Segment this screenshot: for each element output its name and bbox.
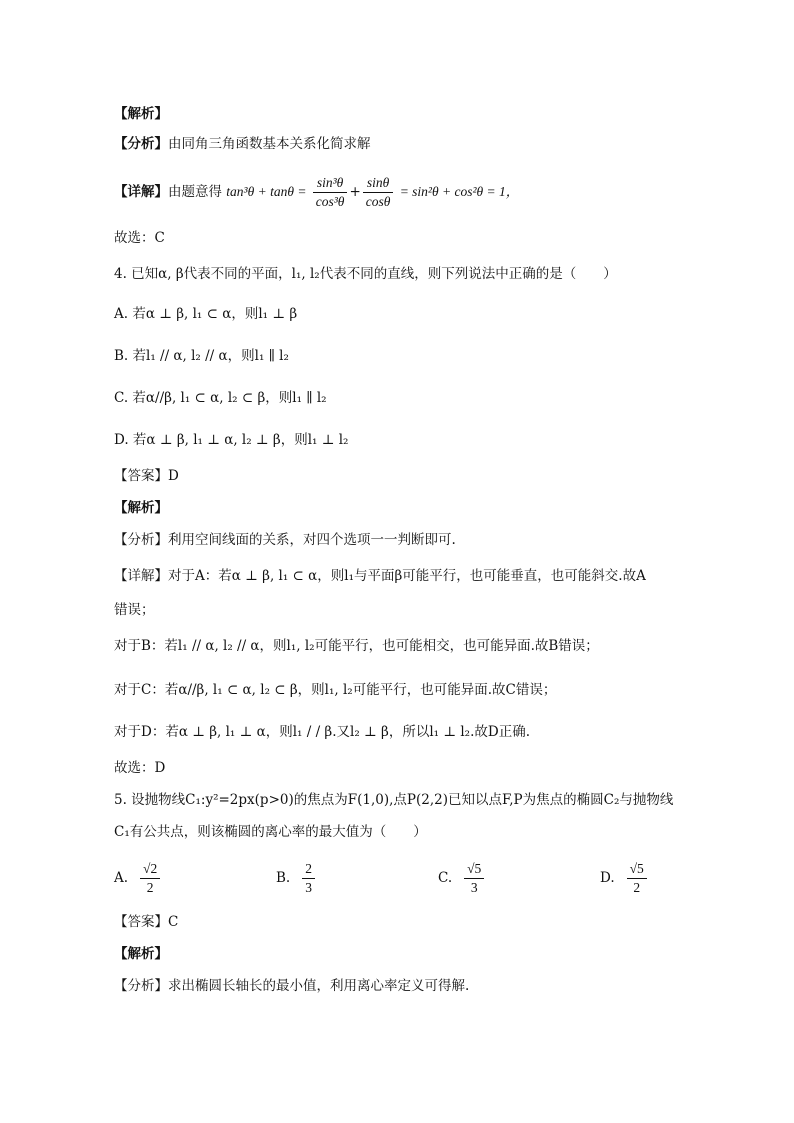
q5-stem-line1: 5. 设抛物线C₁:y²=2px(p>0)的焦点为F(1,0),点P(2,2)已知以点F,P为焦点的椭圆C₂与抛物线 xyxy=(114,792,674,808)
xiangjie-rhs: = sin²θ + cos²θ = 1， xyxy=(399,184,520,199)
q4-fenxi: 【分析】利用空间线面的关系，对四个选项一一判断即可. xyxy=(114,532,456,548)
q4-xiangjie-d: 对于D：若α ⊥ β, l₁ ⊥ α，则l₁ / / β.又l₂ ⊥ β，所以l₁ ⊥ l₂.故D正确. xyxy=(114,724,530,740)
q4-final-answer: 故选：D xyxy=(114,760,166,776)
option-fraction xyxy=(140,860,160,897)
q5-option-d xyxy=(600,856,649,900)
q4-xiangjie-c: 对于C：若α//β, l₁ ⊂ α, l₂ ⊂ β，则l₁, l₂可能平行，也可能异面.故C错误； xyxy=(114,682,557,698)
xiangjie-lhs: tan³θ + tanθ = xyxy=(226,184,307,199)
option-letter: D. xyxy=(600,870,615,886)
option-fraction xyxy=(627,860,647,897)
q5-answer: 【答案】C xyxy=(114,914,179,930)
xiangjie-tag: 【详解】 xyxy=(114,184,168,200)
xiangjie-pre: 由题意得 xyxy=(168,184,222,200)
q5-option-a xyxy=(114,856,162,900)
option-fraction xyxy=(464,860,484,897)
fenxi-line xyxy=(114,134,734,154)
xiangjie-line xyxy=(114,172,734,216)
q5-stem-line2: C₁有公共点，则该椭圆的离心率的最大值为（ ） xyxy=(114,824,427,840)
q5-option-c xyxy=(438,856,486,900)
fraction-denominator: 2 xyxy=(146,879,154,895)
q4-jiexi-label: 【解析】 xyxy=(114,500,168,516)
q5-jiexi-label: 【解析】 xyxy=(114,946,168,962)
fenxi-text: 由同角三角函数基本关系化简求解 xyxy=(168,136,371,152)
option-letter: A. xyxy=(114,870,129,886)
q4-option-c: C. 若α//β, l₁ ⊂ α, l₂ ⊂ β，则l₁ ∥ l₂ xyxy=(114,390,327,406)
fraction-denominator: cos³θ xyxy=(315,194,345,209)
q4-stem: 4. 已知α, β代表不同的平面，l₁, l₂代表不同的直线，则下列说法中正确的是（ ） xyxy=(114,266,617,282)
fraction-numerator: √5 xyxy=(627,860,647,879)
option-letter: B. xyxy=(276,870,291,886)
fraction-numerator: √2 xyxy=(140,860,160,879)
q4-option-d: D. 若α ⊥ β, l₁ ⊥ α, l₂ ⊥ β，则l₁ ⊥ l₂ xyxy=(114,432,349,448)
q5-options xyxy=(114,856,734,900)
q4-xiangjie-a-line1: 【详解】对于A：若α ⊥ β, l₁ ⊂ α，则l₁与平面β可能平行，也可能垂直，也可能斜交.故A xyxy=(114,568,646,584)
q5-fenxi: 【分析】求出椭圆长轴长的最小值，利用离心率定义可得解. xyxy=(114,978,470,994)
fraction-numerator: sin³θ xyxy=(313,174,348,193)
fraction-sin3-cos3 xyxy=(313,174,348,211)
jiexi-label: 【解析】 xyxy=(114,106,168,122)
fraction-denominator: 3 xyxy=(470,879,478,895)
option-letter: C. xyxy=(438,870,453,886)
q4-option-b: B. 若l₁ // α, l₂ // α，则l₁ ∥ l₂ xyxy=(114,348,289,364)
fraction-numerator: sinθ xyxy=(363,174,394,193)
fenxi-tag: 【分析】 xyxy=(114,136,168,152)
q4-xiangjie-a-line2: 错误； xyxy=(114,602,155,618)
fraction-sin-cos xyxy=(363,174,394,211)
fraction-numerator: √5 xyxy=(464,860,484,879)
option-fraction xyxy=(302,860,315,897)
fraction-denominator: 3 xyxy=(305,879,312,895)
q4-xiangjie-b: 对于B：若l₁ // α, l₂ // α，则l₁, l₂可能平行，也可能相交，也可能异面.故B错误； xyxy=(114,638,599,654)
q4-option-a: A. 若α ⊥ β, l₁ ⊂ α，则l₁ ⊥ β xyxy=(114,306,298,322)
fraction-denominator: 2 xyxy=(633,879,641,895)
q4-answer: 【答案】D xyxy=(114,468,179,484)
fraction-numerator: 2 xyxy=(302,860,315,879)
answer-line: 故选：C xyxy=(114,230,165,246)
fraction-denominator: cosθ xyxy=(365,194,391,209)
q5-option-b xyxy=(276,856,317,900)
plus-sign: + xyxy=(349,184,361,200)
